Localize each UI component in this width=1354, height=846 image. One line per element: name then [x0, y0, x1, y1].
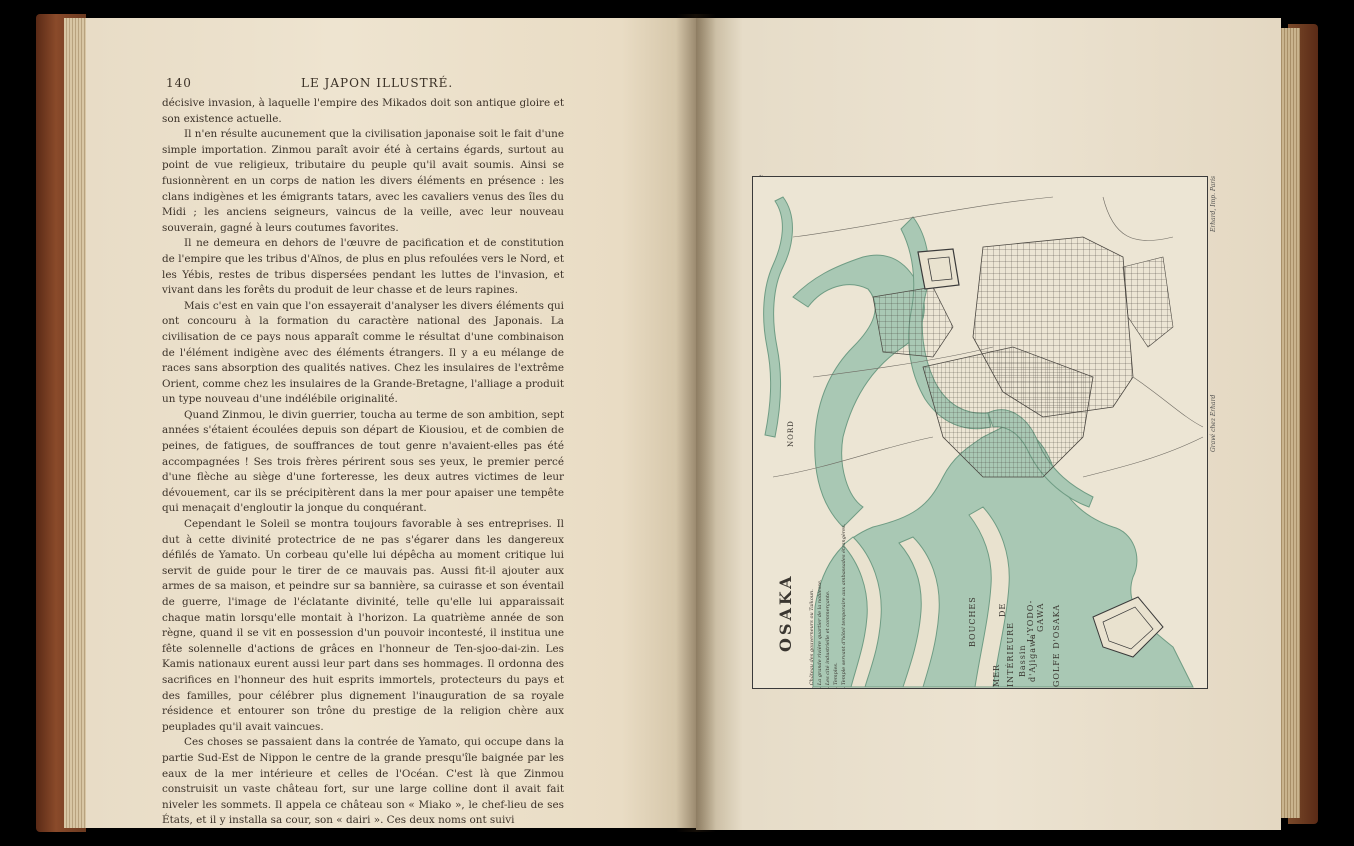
- legend-item: C. Les cité industrielle et commerçante.: [825, 590, 831, 688]
- water-label: BOUCHES: [968, 596, 977, 647]
- map-drawing: [753, 177, 1207, 688]
- north-river: [764, 197, 793, 437]
- road: [793, 197, 1053, 237]
- water-label: GOLFE D'OSAKA: [1052, 603, 1061, 687]
- book-gutter: [676, 14, 716, 832]
- water-label: MER: [992, 663, 1001, 687]
- water-label: GAWA: [1036, 602, 1045, 632]
- water-label: DE: [998, 602, 1007, 617]
- body-text: [162, 96, 564, 829]
- road: [773, 437, 933, 477]
- legend-item: E. Temple servant d'hôtel temporaire aux ambassades étrangères.: [841, 523, 847, 688]
- legend-item: B. La grande rivière quartier de la noblesse.: [817, 579, 823, 688]
- castle-outer-wall: [918, 249, 959, 289]
- water-label: INTÉRIEURE: [1006, 622, 1015, 687]
- castle: [918, 249, 959, 289]
- legend-item: D. Temples.: [833, 662, 839, 688]
- paragraph: Mais c'est en vain que l'on essayerait d'analyser les divers éléments qui ont concouru à la formation du caractère national des Japonais. La civilisation de ce pays nous apparaît comme le résultat d'une combinaison de l'élément indigène avec des éléments étrangers. Il y a eu mélange de races sans absorption des qualités natives. Chez les insulaires de l'extrême Orient, comme chez les insulaires de la Grande-Bretagne, l'alliage a produit un type nouveau d'une indélébile originalité.: [162, 299, 564, 406]
- paragraph: Quand Zinmou, le divin guerrier, toucha au terme de son ambition, sept années s'étaient écoulées depuis son départ de Kiousiou, et de combien de peines, de fatigues, de souffrances de tout genre n'avaient-elles pas été accompagnées ! Ses trois frères périrent sous ses yeux, le premier percé d'une flèche au siège d'une forteresse, les deux autres victimes de leur dévouement, car ils se précipitèrent dans la mer pour apaiser une tempête qui menaçait d'engloutir la jonque du conquérant.: [162, 408, 564, 515]
- page-number: 140: [166, 76, 192, 90]
- running-head: LE JAPON ILLUSTRÉ.: [301, 76, 454, 90]
- paragraph: Il n'en résulte aucunement que la civilisation japonaise soit le fait d'une simple importation. Zinmou paraît avoir été à certains égards, surtout au point de vue religieux, tributaire du peuple qu'il avait soumis. Ainsi se fusionnèrent en un corps de nation les divers éléments en présence : les clans indigènes et les émigrants tatars, avec les cavaliers venus des îles du Midi ; les anciens seigneurs, vaincus de la veille, avec leur nouveau souverain, gagné à leurs coutumes favorites.: [162, 128, 564, 234]
- water-label: L'YODO-: [1026, 599, 1035, 642]
- map-credit-top-right: Erhard, Imp. Paris: [1210, 175, 1217, 232]
- paragraph: décisive invasion, à laquelle l'empire des Mikados doit son antique gloire et son existence actuelle.: [162, 97, 564, 125]
- osaka-map: [752, 176, 1208, 689]
- legend-item: A. Château des gouverneurs ou Taikoun.: [809, 589, 815, 688]
- map-title: OSAKA: [776, 573, 795, 652]
- city-grid-west: [873, 287, 953, 357]
- paragraph: Il ne demeura en dehors de l'œuvre de pacification et de constitution de l'empire que les tribus d'Aïnos, de plus en plus refoulées vers le Nord, et les Yébis, restes de tribus dispersées pendant les luttes de l'invasion, et vivant dans les forêts du produit de leur chasse et de leurs rapines.: [162, 237, 564, 297]
- map-credit-bottom-right: Gravé chez Erhard: [1210, 394, 1217, 452]
- water-label: Bassin: [1018, 644, 1027, 677]
- road: [1133, 377, 1203, 427]
- road: [1083, 437, 1203, 477]
- city-grid-east: [1123, 257, 1173, 347]
- paragraph: Cependant le Soleil se montra toujours favorable à ses entreprises. Il dut à cette divinité protectrice de ne pas s'égarer dans les dangereux défilés de Yamato. Un corbeau qu'elle lui dépêcha au moment critique lui servit de guide pour le tirer de ce mauvais pas. Aussi fit-il ajouter aux armes de sa maison, et peindre sur sa bannière, sa cuirasse et son éventail de guerre, l'image de l'éclatante divinité, telle qu'elle lui apparaissait chaque matin lorsqu'elle montait à l'horizon. La quatrième année de son règne, quand il se vit en possession d'un pouvoir incontesté, il institua une fête solennelle d'actions de grâces en l'honneur de Ten-sjoo-dai-zin. Les Kamis nationaux eurent aussi leur part dans ses hommages. Il ordonna des sacrifices en l'honneur des huit esprits immortels, protecteurs du pays et des familles, pour célébrer plus dignement l'inauguration de sa royale résidence et entourer son trône du prestige de la religion chère aux peuplades qu'il avait vaincues.: [162, 518, 564, 733]
- north-label: NORD: [787, 420, 795, 447]
- paragraph: Ces choses se passaient dans la contrée de Yamato, qui occupe dans la partie Sud-Est de Nippon le centre de la grande presqu'île baignée par les eaux de la mer intérieure et celles de l'Océan. C'est là que Zinmou construisit un vaste château fort, sur une large colline dont il avait fait niveler les sommets. Il appela ce château son « Miako », le chef-lieu de ses États, et il y installa sa cour, son « dairi ». Ces deux noms ont suivi: [162, 736, 564, 827]
- water-label: d'Ajigawa: [1028, 633, 1037, 682]
- road: [1103, 197, 1173, 241]
